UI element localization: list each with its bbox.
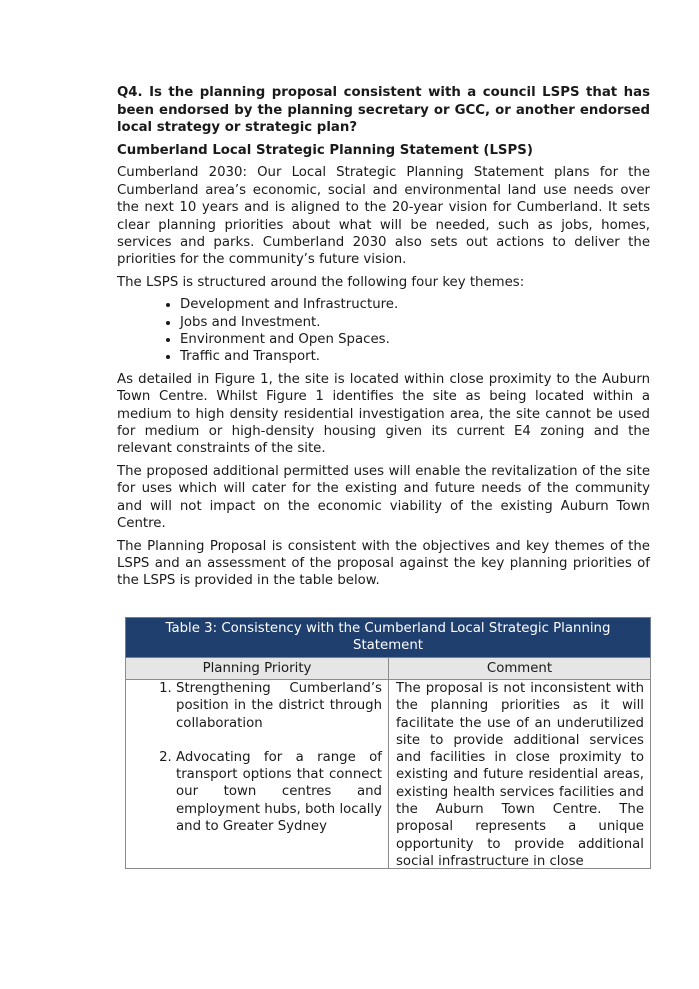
priority-cell	[126, 680, 389, 869]
priority-item: 2. Advocating for a range of transport options that connect our town centres and employment hubs, both locally and to Greater Sydney	[176, 749, 382, 835]
document-page	[117, 84, 650, 595]
comment-text: The proposal is not inconsistent with the planning priorities as it will facilitate the use of an underutilized site to provide additional services and facilities in close proximity to existing and future residential areas, existing health services facilities and the Auburn Town Centre. The proposal represents a unique opportunity to provide additional social infrastructure in close	[396, 681, 644, 868]
consistency-table	[125, 617, 651, 869]
theme-item: • Jobs and Investment.	[180, 314, 650, 331]
section-title: Cumberland Local Strategic Planning Statement (LSPS)	[117, 142, 533, 158]
themes-lead-paragraph: The LSPS is structured around the following four key themes:	[117, 274, 525, 290]
column-header-priority: Planning Priority	[126, 658, 389, 680]
table-row	[126, 680, 651, 869]
column-header-comment: Comment	[389, 658, 651, 680]
comment-cell	[389, 680, 651, 869]
priorities-list	[126, 680, 388, 835]
intro-paragraph: Cumberland 2030: Our Local Strategic Planning Statement plans for the Cumberland area’s economic, social and environmental land use needs over the next 10 years and is aligned to the 20-year vision for Cumberland. It sets clear planning priorities about what will be needed, such as jobs, homes, services and parks. Cumberland 2030 also sets out actions to deliver the priorities for the community’s future vision.	[117, 165, 650, 268]
consistency-paragraph: The Planning Proposal is consistent with the objectives and key themes of the LSPS and an assessment of the proposal against the key planning priorities of the LSPS is provided in the table below.	[117, 538, 650, 589]
theme-item: • Traffic and Transport.	[180, 348, 650, 365]
theme-item: • Development and Infrastructure.	[180, 296, 650, 313]
figure-paragraph: As detailed in Figure 1, the site is located within close proximity to the Auburn Town Centre. Whilst Figure 1 identifies the site as being located within a medium to high density residential investigation area, the site cannot be used for medium or high-density housing given its current E4 zoning and the relevant constraints of the site.	[117, 371, 650, 457]
priority-item: 1. Strengthening Cumberland’s position in the district through collaboration	[176, 680, 382, 732]
uses-paragraph: The proposed additional permitted uses will enable the revitalization of the site for uses which will cater for the existing and future needs of the community and will not impact on the economic viability of the existing Auburn Town Centre.	[117, 463, 650, 532]
theme-item: • Environment and Open Spaces.	[180, 331, 650, 348]
themes-list	[117, 296, 650, 366]
table-title: Table 3: Consistency with the Cumberland Local Strategic Planning Statement	[126, 618, 651, 658]
question-heading: Q4. Is the planning proposal consistent with a council LSPS that has been endorsed by the planning secretary or GCC, or another endorsed local strategy or strategic plan?	[117, 85, 650, 136]
